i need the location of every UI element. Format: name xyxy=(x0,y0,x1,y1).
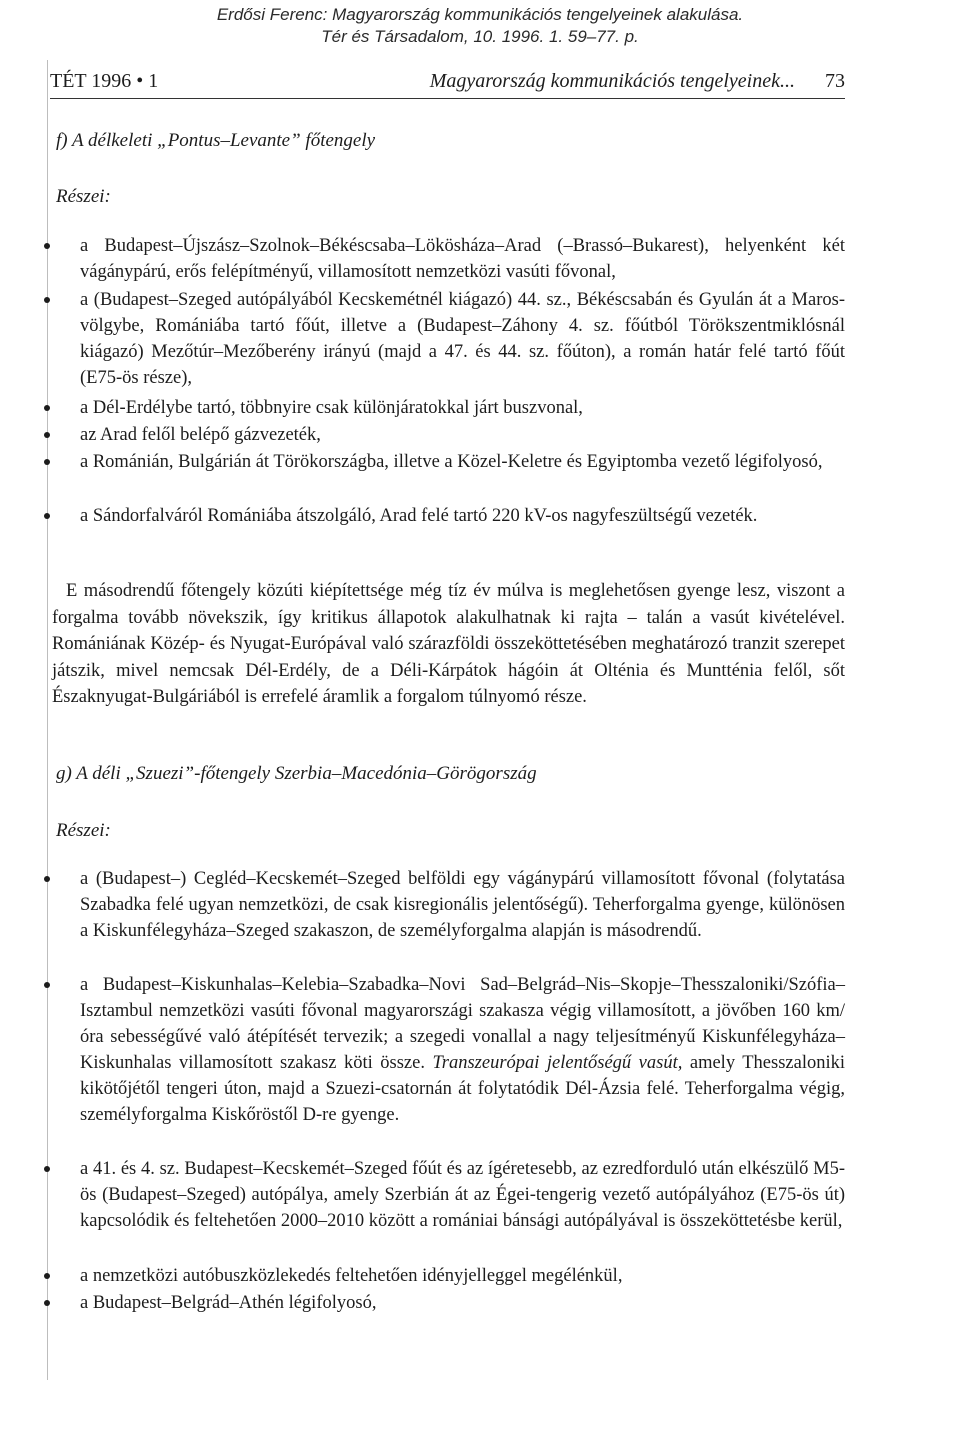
section-f-parts-label: Részei: xyxy=(56,186,111,207)
section-f-item-5: a Románián, Bulgárián át Törökországba, illetve a Közel-Keletre és Egyiptomba vezető légifolyosó, xyxy=(80,449,845,475)
section-g-parts-label: Részei: xyxy=(56,820,111,841)
citation-line-2: Tér és Társadalom, 10. 1996. 1. 59–77. p. xyxy=(321,27,639,46)
section-f-item-6: a Sándorfalváról Romániába átszolgáló, Arad felé tartó 220 kV-os nagyfeszültségű vezeték. xyxy=(80,503,845,529)
section-f-item-1: a Budapest–Újszász–Szolnok–Békéscsaba–Lökösháza–Arad (–Brassó–Bukarest), helyenként két vágánypárú, erős felépítményű, villamosított nemzetközi vasúti fővonal, xyxy=(80,233,845,285)
section-g-item-1: a (Budapest–) Cegléd–Kecskemét–Szeged belföldi egy vágánypárú villamosított fővonal (folytatása Szabadka felé ugyan nemzetközi, de csak kisregionális jelentőségű). Teherforgalma gyenge, különösen a Kiskunfélegyháza–Szeged szakaszon, de személyforgalma alapján is másodrendű. xyxy=(80,866,845,944)
section-f-heading: f) A délkeleti „Pontus–Levante” főtengely xyxy=(56,130,376,151)
section-g-item-3: a 41. és 4. sz. Budapest–Kecskemét–Szeged főút és az ígéretesebb, az ezredforduló után elkészülő M5-ös (Budapest–Szeged) autópálya, amely Szerbián át az Égei-tengerig vezető autópályához (E75-ös út) kapcsolódik és feltehetően 2000–2010 között a romániai bánsági autópályával is összeköttetésbe kerül, xyxy=(80,1156,845,1234)
section-g-heading: g) A déli „Szuezi”-főtengely Szerbia–Macedónia–Görögország xyxy=(56,763,537,784)
section-f-item-4: az Arad felől belépő gázvezeték, xyxy=(80,422,845,448)
running-header xyxy=(50,70,845,99)
scan-margin-line xyxy=(47,60,48,1380)
page-number: 73 xyxy=(825,70,845,92)
body-paragraph: E másodrendű főtengely közúti kiépítettsége még tíz év múlva is meglehetősen gyenge lesz, viszont a forgalma tovább növekszik, így kritikus állapotok alakulhatnak ki rajta – talán a vasút kivételével. Romániának Közép- és Nyugat-Európával való szárazföldi összeköttetésében meghatározó tranzit szerepet játszik, mivel nemcsak Dél-Erdély, de a Déli-Kárpátok hágóin át Olténia és Muntténia felől, sőt Északnyugat-Bulgáriából is errefelé áramlik a forgalom túlnyomó része. xyxy=(52,581,845,707)
section-g-item-2 xyxy=(80,972,845,1128)
citation-line-1: Erdősi Ferenc: Magyarország kommunikációs tengelyeinek alakulása. xyxy=(216,5,744,24)
running-title xyxy=(430,70,845,93)
section-f-item-3: a Dél-Erdélybe tartó, többnyire csak különjáratokkal járt buszvonal, xyxy=(80,395,845,421)
journal-issue: TÉT 1996 • 1 xyxy=(50,70,159,92)
section-g-item-5: a Budapest–Belgrád–Athén légifolyosó, xyxy=(80,1290,845,1316)
section-g-item-4: a nemzetközi autóbuszközlekedés feltehetően idényjelleggel megélénkül, xyxy=(80,1263,845,1289)
section-g-item-2-italic: Transzeurópai jelentőségű vasút, xyxy=(432,1053,683,1073)
section-f-item-2: a (Budapest–Szeged autópályából Kecskemétnél kiágazó) 44. sz., Békéscsabán és Gyulán át a Maros-völgybe, Romániába tartó főút, illetve a (Budapest–Záhony 4. sz. főútból Törökszentmiklósnál kiágazó) Mezőtúr–Mezőberény irányú (majd a 47. és 44. sz. főúton), a román határ felé tartó főút (E75-ös része), xyxy=(80,287,845,391)
running-title-text: Magyarország kommunikációs tengelyeinek... xyxy=(429,70,795,92)
section-g-item-2-text-a: a Budapest–Kiskunhalas–Kelebia–Szabadka–Novi Sad–Belgrád–Nis–Skopje–Thesszaloniki/Szófia–Isztambul nemzetközi vasúti fővonal magyarországi szakasza végig villamosított, a jövőben 160 km/óra sebességűvé való átépítését tervezik; a szegedi vonallal a nagy teljesítményű Kiskunfélegyháza–Kiskunhalas villamosított szakasz köti össze. xyxy=(80,975,845,1073)
section-g-item-2-text-b: amely Thesszaloniki kikötőjétől tengeri úton, majd a Szuezi-csatornán át folytatódik Dél-Ázsia felé. Teherforgalma végig, személyforgalma Kiskőröstől D-re gyenge. xyxy=(80,1053,846,1125)
